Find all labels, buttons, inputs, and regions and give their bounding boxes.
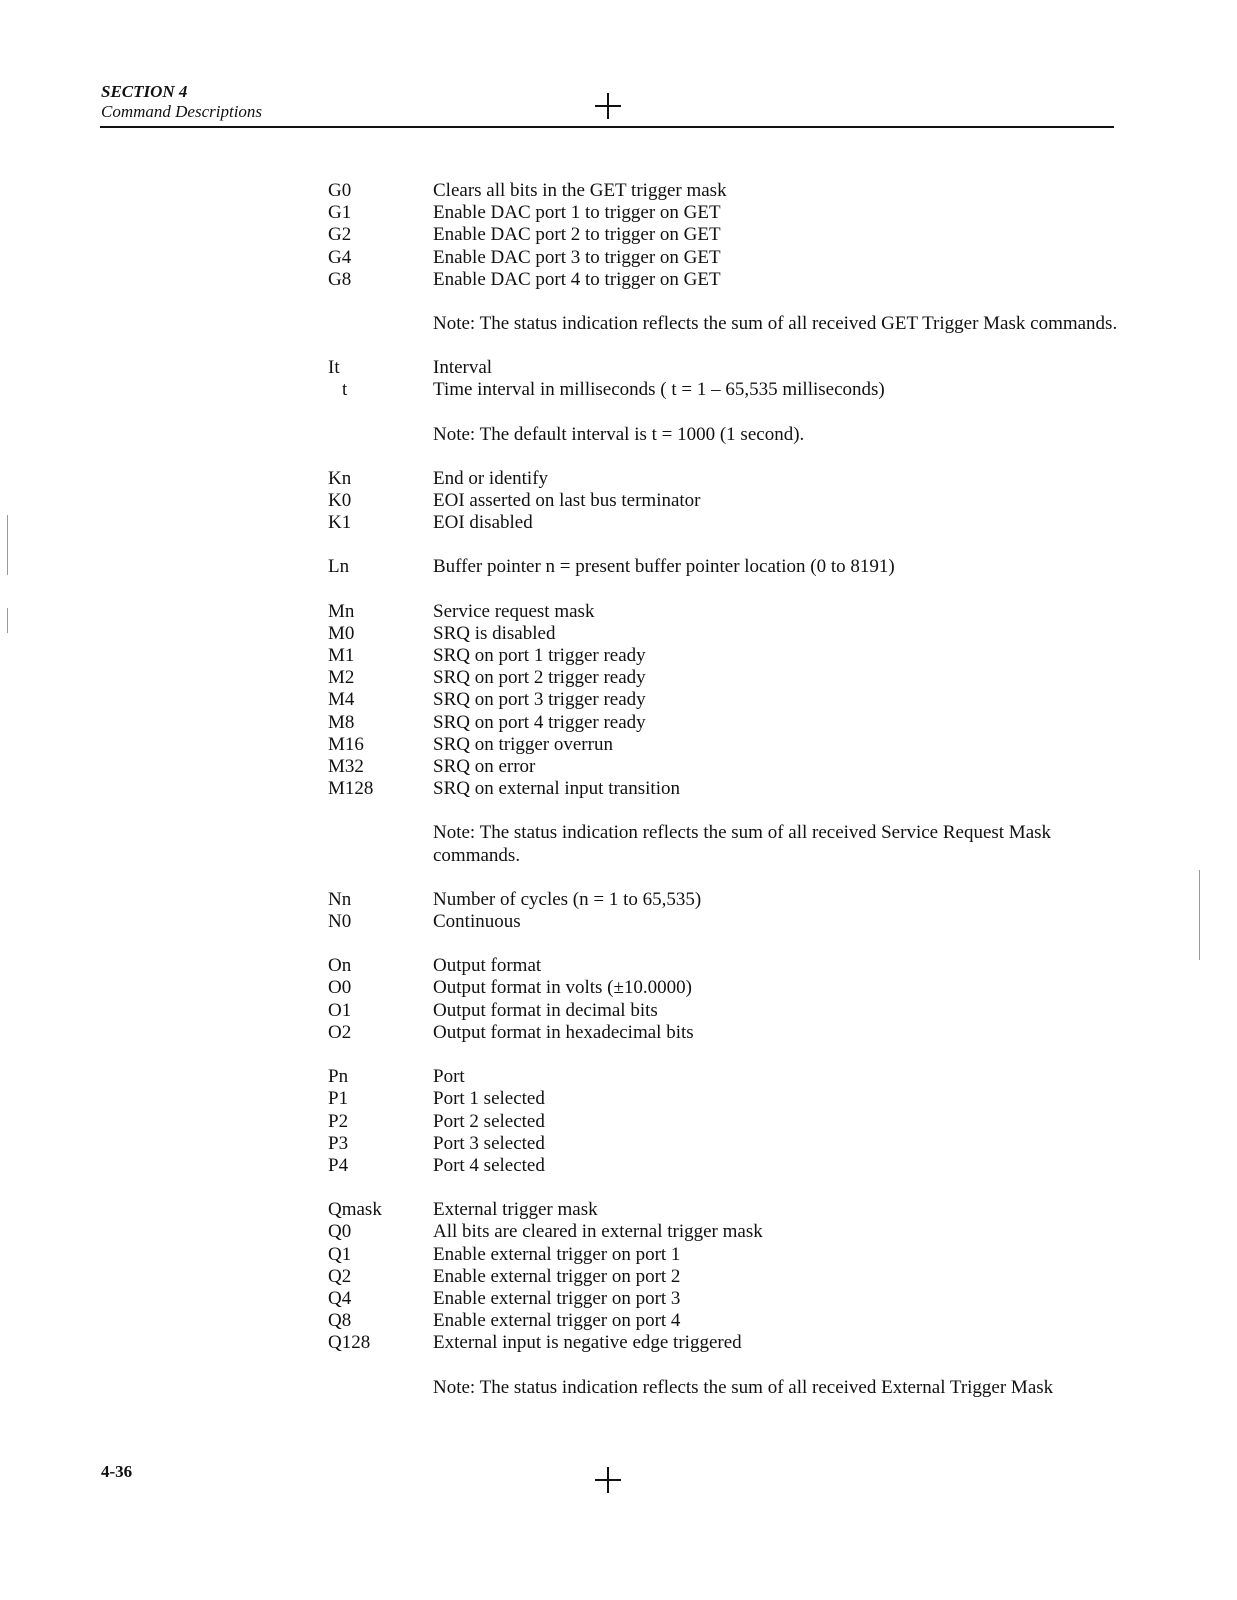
command-code: G0 <box>328 180 352 201</box>
command-code: Q1 <box>328 1243 352 1265</box>
command-group-g <box>328 180 1118 335</box>
command-row <box>328 756 1118 778</box>
command-description: Port 2 selected <box>433 1110 545 1132</box>
command-description: SRQ is disabled <box>433 622 556 644</box>
command-description: Enable external trigger on port 4 <box>433 1310 681 1332</box>
command-row <box>328 911 1118 933</box>
command-description: Interval <box>433 357 493 379</box>
command-code: Q0 <box>328 1221 352 1243</box>
command-code: Pn <box>328 1066 349 1088</box>
command-code: Q2 <box>328 1265 352 1287</box>
command-row <box>328 1155 1118 1177</box>
command-list <box>328 180 1118 1399</box>
command-row <box>328 734 1118 756</box>
command-row <box>328 1088 1118 1110</box>
scan-margin-mark <box>7 608 8 633</box>
header-rule <box>100 126 1114 128</box>
command-code: Q8 <box>328 1310 352 1332</box>
command-description: Output format in decimal bits <box>433 999 658 1021</box>
command-row <box>328 1266 1118 1288</box>
registration-mark-icon <box>595 1467 621 1493</box>
command-row <box>328 269 1118 291</box>
command-row <box>328 202 1118 224</box>
command-description: End or identify <box>433 467 549 489</box>
command-code: O2 <box>328 1021 352 1043</box>
command-description: SRQ on trigger overrun <box>433 733 613 755</box>
command-note: Note: The status indication reflects the sum of all received GET Trigger Mask commands. <box>433 313 1118 335</box>
scan-margin-mark <box>1199 870 1200 960</box>
command-description: EOI disabled <box>433 512 533 534</box>
command-description: Enable external trigger on port 1 <box>433 1243 681 1265</box>
command-description: Time interval in milliseconds ( t = 1 – 65,535 milliseconds) <box>433 379 885 401</box>
command-code: G8 <box>328 268 352 290</box>
command-row <box>328 623 1118 645</box>
command-row <box>328 379 1118 401</box>
command-description: Service request mask <box>433 600 595 622</box>
command-code: M16 <box>328 733 364 755</box>
command-row <box>328 468 1118 490</box>
command-code: M8 <box>328 711 355 733</box>
command-group-i <box>328 357 1118 446</box>
command-code: Kn <box>328 467 352 489</box>
command-row <box>328 955 1118 977</box>
command-row <box>328 180 1118 202</box>
command-code: M1 <box>328 645 355 667</box>
command-description: Port 1 selected <box>433 1088 545 1110</box>
command-code: O1 <box>328 999 352 1021</box>
command-row <box>328 490 1118 512</box>
command-code: P4 <box>328 1154 349 1176</box>
command-code: K1 <box>328 512 352 534</box>
command-row <box>328 1000 1118 1022</box>
command-description: SRQ on port 4 trigger ready <box>433 711 646 733</box>
command-row <box>328 1332 1118 1354</box>
command-row <box>328 224 1118 246</box>
command-row <box>328 247 1118 269</box>
command-code: P3 <box>328 1132 349 1154</box>
command-row <box>328 778 1118 800</box>
command-description: Enable external trigger on port 2 <box>433 1265 681 1287</box>
command-row <box>328 357 1118 379</box>
command-row <box>328 1288 1118 1310</box>
command-code: M32 <box>328 756 364 778</box>
command-description: Output format <box>433 955 542 977</box>
command-description: All bits are cleared in external trigger mask <box>433 1221 763 1243</box>
command-code: P2 <box>328 1110 349 1132</box>
command-row <box>328 667 1118 689</box>
command-description: Output format in hexadecimal bits <box>433 1021 694 1043</box>
command-code: M128 <box>328 778 374 800</box>
command-description: Number of cycles (n = 1 to 65,535) <box>433 888 702 910</box>
command-code: G4 <box>328 246 352 268</box>
command-description: SRQ on port 2 trigger ready <box>433 667 646 689</box>
command-code: Mn <box>328 600 355 622</box>
command-description: Enable DAC port 1 to trigger on GET <box>433 202 721 224</box>
command-note: Note: The status indication reflects the sum of all received Service Request Mask commands. <box>433 822 1052 866</box>
section-subtitle: Command Descriptions <box>101 102 263 121</box>
command-group-q <box>328 1199 1118 1399</box>
command-code: M0 <box>328 622 355 644</box>
command-description: Port 4 selected <box>433 1154 545 1176</box>
command-row <box>328 1022 1118 1044</box>
command-description: Clears all bits in the GET trigger mask <box>433 180 727 201</box>
command-description: SRQ on port 3 trigger ready <box>433 689 646 711</box>
command-group-n <box>328 889 1118 933</box>
command-description: Enable DAC port 3 to trigger on GET <box>433 246 721 268</box>
command-row <box>328 556 1118 578</box>
command-description: Output format in volts (±10.0000) <box>433 977 692 999</box>
command-row <box>328 889 1118 911</box>
command-code: M4 <box>328 689 355 711</box>
command-row <box>328 1244 1118 1266</box>
command-code: On <box>328 955 352 977</box>
command-description: SRQ on port 1 trigger ready <box>433 645 646 667</box>
command-description: Enable DAC port 2 to trigger on GET <box>433 224 721 246</box>
command-description: Continuous <box>433 911 521 933</box>
command-code: Ln <box>328 556 350 578</box>
command-code: G1 <box>328 202 352 224</box>
command-description: Enable external trigger on port 3 <box>433 1287 681 1309</box>
command-code: K0 <box>328 490 352 512</box>
command-code: t <box>342 379 348 401</box>
section-title: SECTION 4 <box>101 82 188 101</box>
command-row <box>328 1221 1118 1243</box>
command-row <box>328 512 1118 534</box>
command-group-m <box>328 601 1118 867</box>
command-code: Qmask <box>328 1199 382 1221</box>
command-row <box>328 1199 1118 1221</box>
command-row <box>328 1310 1118 1332</box>
command-description: Buffer pointer n = present buffer pointer location (0 to 8191) <box>433 556 895 578</box>
command-code: Nn <box>328 888 352 910</box>
command-group-o <box>328 955 1118 1044</box>
command-group-p <box>328 1066 1118 1177</box>
command-note: Note: The status indication reflects the sum of all received External Trigger Mask <box>433 1376 1054 1398</box>
command-group-l <box>328 556 1118 578</box>
command-code: It <box>328 357 340 379</box>
command-code: O0 <box>328 977 352 999</box>
command-code: M2 <box>328 667 355 689</box>
command-description: Port 3 selected <box>433 1132 545 1154</box>
command-row <box>328 689 1118 711</box>
command-code: N0 <box>328 911 352 933</box>
command-group-k <box>328 468 1118 535</box>
command-code: G2 <box>328 224 352 246</box>
command-description: SRQ on external input transition <box>433 778 680 800</box>
command-note: Note: The default interval is t = 1000 (1 second). <box>433 423 805 445</box>
command-description: Port <box>433 1066 465 1088</box>
page-number: 4-36 <box>101 1462 133 1481</box>
command-row <box>328 645 1118 667</box>
command-description: Enable DAC port 4 to trigger on GET <box>433 268 721 290</box>
command-code: Q128 <box>328 1332 371 1354</box>
registration-mark-icon <box>595 93 621 119</box>
command-row <box>328 1111 1118 1133</box>
command-description: External trigger mask <box>433 1199 598 1221</box>
command-row <box>328 1133 1118 1155</box>
command-row <box>328 601 1118 623</box>
command-row <box>328 977 1118 999</box>
command-description: SRQ on error <box>433 756 536 778</box>
command-description: External input is negative edge triggered <box>433 1332 742 1354</box>
scan-margin-mark <box>7 515 8 575</box>
command-code: Q4 <box>328 1287 352 1309</box>
command-code: P1 <box>328 1088 349 1110</box>
command-row <box>328 712 1118 734</box>
command-row <box>328 1066 1118 1088</box>
command-description: EOI asserted on last bus terminator <box>433 490 701 512</box>
